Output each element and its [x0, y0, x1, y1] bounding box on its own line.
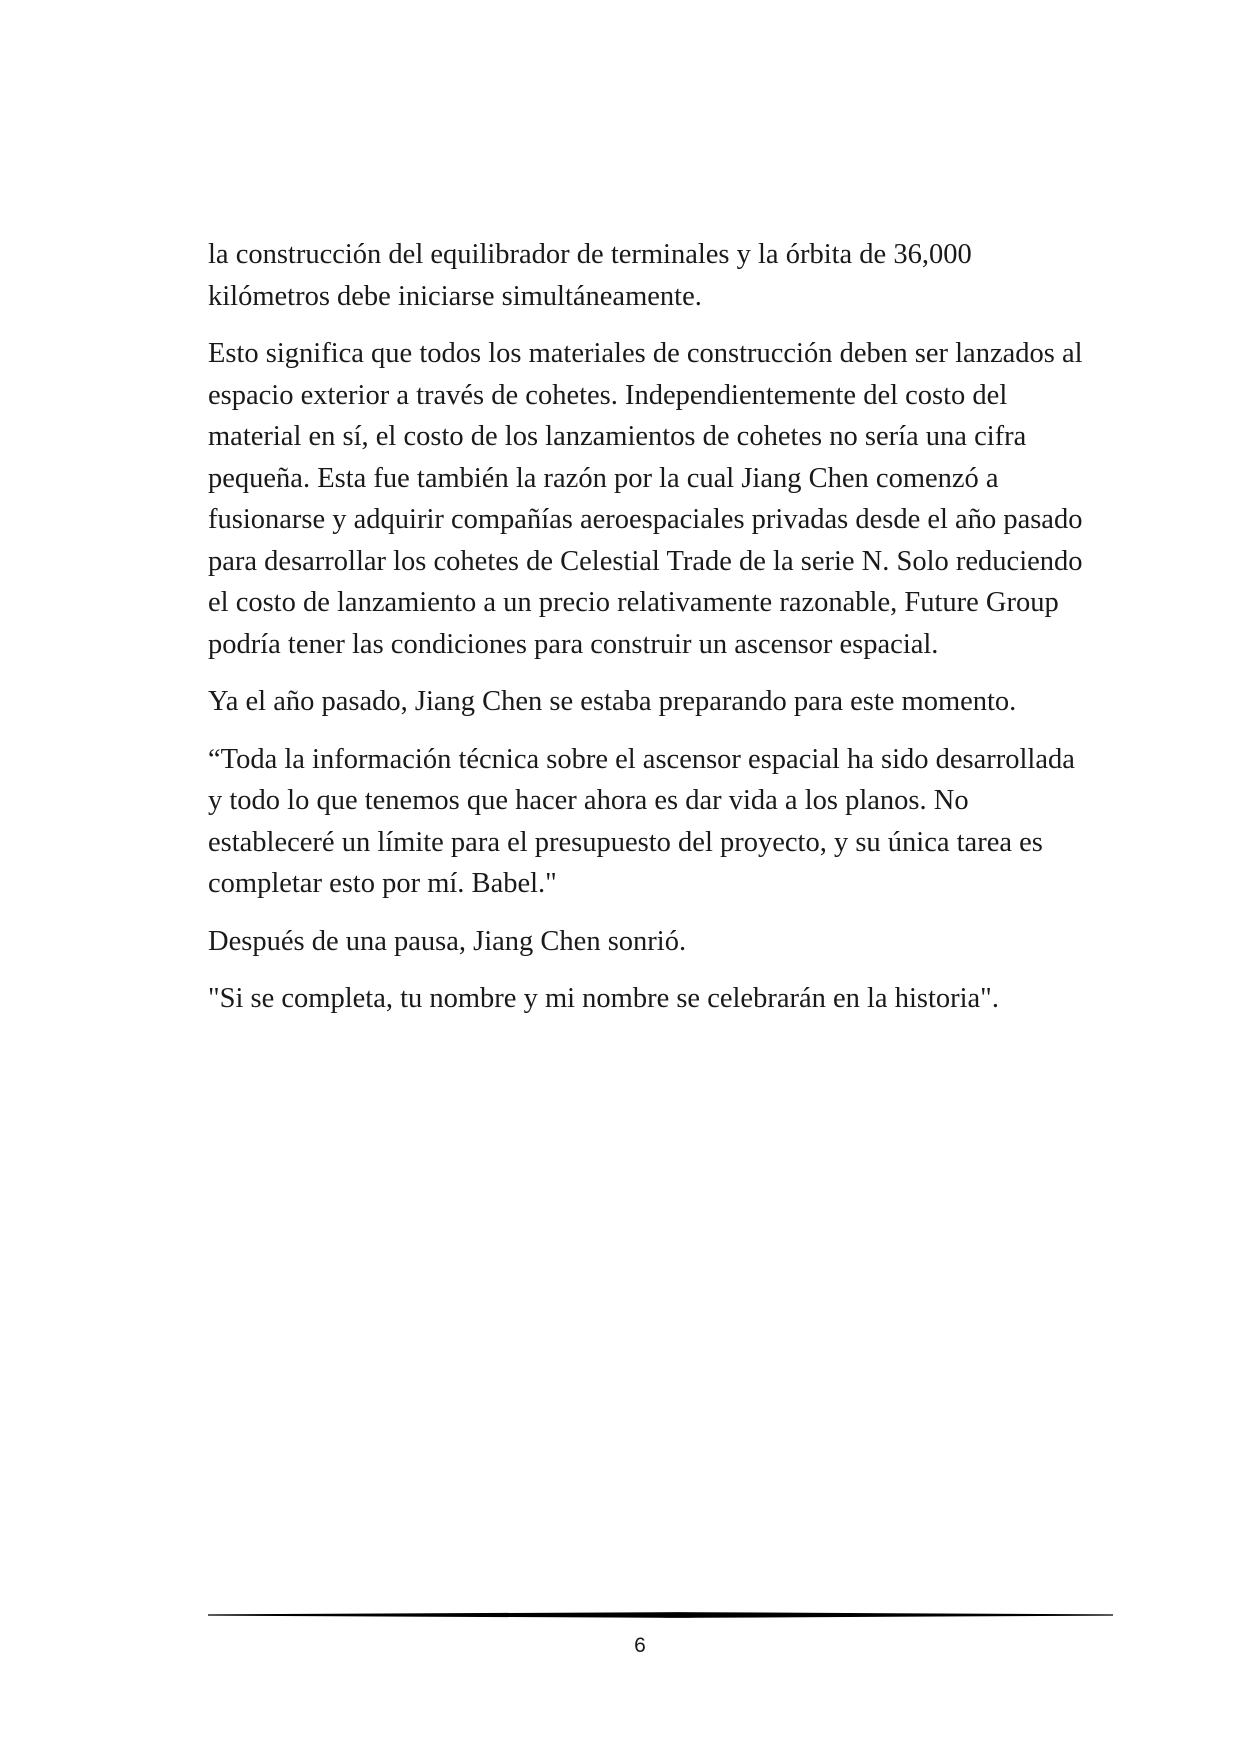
paragraph-3: Ya el año pasado, Jiang Chen se estaba preparando para este momento. [208, 686, 1017, 717]
body-text [208, 234, 1088, 1036]
page-number: 6 [634, 1634, 646, 1657]
paragraph-1: la construcción del equilibrador de terminales y la órbita de 36,000 kilómetros debe iniciarse simultáneamente. [208, 239, 972, 312]
paragraph-4: “Toda la información técnica sobre el ascensor espacial ha sido desarrollada y todo lo que tenemos que hacer ahora es dar vida a los planos. No estableceré un límite para el presupuesto del proyecto, y su única tarea es completar esto por mí. Babel." [208, 743, 1075, 899]
paragraph-2: Esto significa que todos los materiales de construcción deben ser lanzados al espacio exterior a través de cohetes. Independientemente del costo del material en sí, el costo de los lanzamientos de cohetes no sería una cifra pequeña. Esta fue también la razón por la cual Jiang Chen comenzó a fusionarse y adquirir compañías aeroespaciales privadas desde el año pasado para desarrollar los cohetes de Celestial Trade de la serie N. Solo reduciendo el costo de lanzamiento a un precio relativamente razonable, Future Group podría tener las condiciones para construir un ascensor espacial. [208, 338, 1083, 660]
paragraph-5: Después de una pausa, Jiang Chen sonrió. [208, 925, 687, 957]
paragraph-6: "Si se completa, tu nombre y mi nombre se celebrarán en la historia". [208, 983, 999, 1014]
footer-divider [208, 1608, 1113, 1622]
